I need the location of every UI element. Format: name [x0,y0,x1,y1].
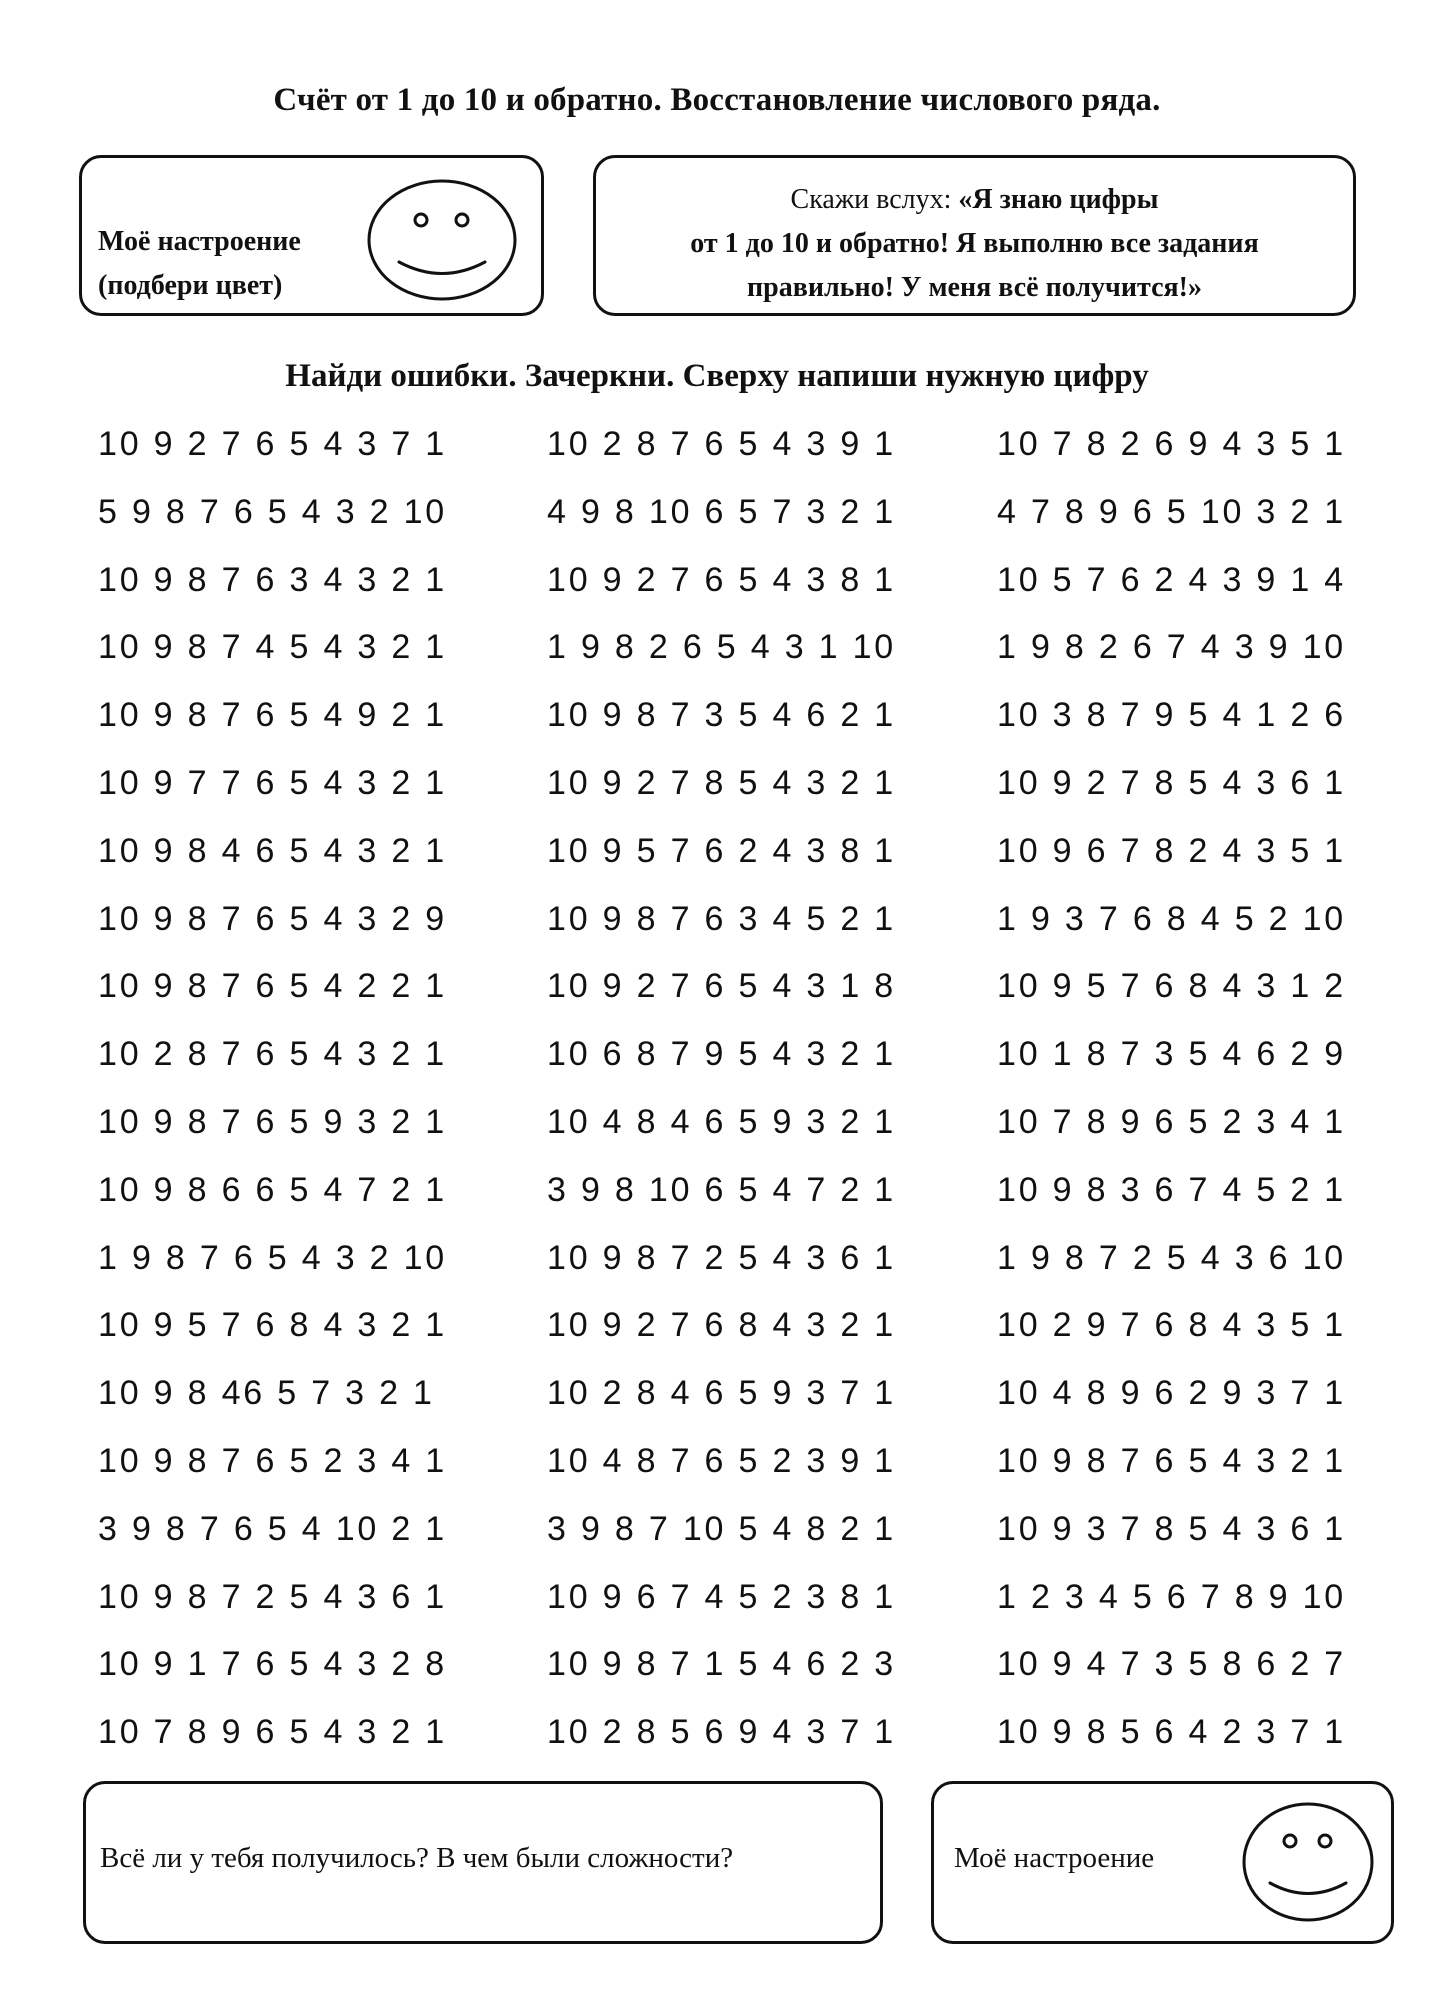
affirmation-prefix: Скажи вслух: [790,184,959,215]
reflection-box [83,1781,883,1944]
number-row: 1 9 8 2 6 5 4 3 1 10 [547,628,897,667]
number-row: 10 9 8 7 6 5 9 3 2 1 [98,1102,448,1141]
number-row: 10 7 8 9 6 5 4 3 2 1 [98,1713,448,1752]
number-row: 3 9 8 10 6 5 4 7 2 1 [547,1170,897,1209]
number-row: 10 9 2 7 6 5 4 3 8 1 [547,560,897,599]
number-row: 10 9 8 7 6 5 4 3 2 1 [997,1441,1347,1480]
page-title: Счёт от 1 до 10 и обратно. Восстановление числового ряда. [273,82,1161,118]
smiley-face-icon[interactable] [365,177,519,303]
number-row: 10 9 1 7 6 5 4 3 2 8 [98,1645,448,1684]
number-row: 4 9 8 10 6 5 7 3 2 1 [547,492,897,531]
number-row: 10 9 8 7 2 5 4 3 6 1 [98,1577,448,1616]
number-row: 3 9 8 7 6 5 4 10 2 1 [98,1509,448,1548]
reflection-question: Всё ли у тебя получилось? В чем были сложности? [100,1842,734,1874]
affirmation-box [593,155,1356,316]
mood-box-bottom [931,1781,1394,1944]
number-row: 10 9 2 7 6 8 4 3 2 1 [547,1306,897,1345]
number-row: 10 9 2 7 6 5 4 3 7 1 [98,425,448,463]
number-row: 1 9 8 7 6 5 4 3 2 10 [98,1238,448,1277]
mood-box-top [79,155,544,316]
number-row: 10 9 8 3 6 7 4 5 2 1 [997,1170,1347,1209]
number-row: 10 9 8 7 4 5 4 3 2 1 [98,628,448,667]
number-row: 10 2 8 7 6 5 4 3 2 1 [98,1035,448,1074]
number-row: 1 9 3 7 6 8 4 5 2 10 [997,899,1347,938]
number-row: 10 9 8 7 6 3 4 3 2 1 [98,560,448,599]
number-row: 10 9 8 7 6 3 4 5 2 1 [547,899,897,938]
number-row: 10 9 2 7 8 5 4 3 6 1 [997,763,1347,802]
number-row: 10 9 8 7 2 5 4 3 6 1 [547,1238,897,1277]
number-row: 10 9 8 7 6 5 4 3 2 9 [98,899,448,938]
number-column-2 [547,418,967,1774]
number-row: 10 9 5 7 6 2 4 3 8 1 [547,831,897,870]
number-row: 1 9 8 2 6 7 4 3 9 10 [997,628,1347,667]
number-row: 10 7 8 2 6 9 4 3 5 1 [997,425,1347,463]
number-column-3 [997,418,1417,1774]
number-row: 10 2 8 5 6 9 4 3 7 1 [547,1713,897,1752]
number-row: 10 4 8 9 6 2 9 3 7 1 [997,1374,1347,1413]
mood-label-bottom: Моё настроение [954,1842,1155,1874]
number-row: 10 7 8 9 6 5 2 3 4 1 [997,1102,1347,1141]
number-row: 10 6 8 7 9 5 4 3 2 1 [547,1035,897,1074]
number-row: 1 2 3 4 5 6 7 8 9 10 [997,1577,1347,1616]
number-row: 10 9 8 7 6 5 4 9 2 1 [98,696,448,735]
number-row: 10 9 6 7 8 2 4 3 5 1 [997,831,1347,870]
number-row: 10 9 7 7 6 5 4 3 2 1 [98,763,448,802]
number-row: 10 9 8 46 5 7 3 2 1 [98,1374,435,1413]
number-row: 10 2 8 4 6 5 9 3 7 1 [547,1374,897,1413]
affirmation-line3: правильно! У меня всё получится!» [747,272,1202,303]
number-row: 10 2 9 7 6 8 4 3 5 1 [997,1306,1347,1345]
number-row: 10 9 8 7 3 5 4 6 2 1 [547,696,897,735]
number-row: 10 4 8 7 6 5 2 3 9 1 [547,1441,897,1480]
number-row: 10 1 8 7 3 5 4 6 2 9 [997,1035,1347,1074]
number-row: 10 9 8 4 6 5 4 3 2 1 [98,831,448,870]
number-row: 10 9 8 7 1 5 4 6 2 3 [547,1645,897,1684]
task-instruction: Найди ошибки. Зачеркни. Сверху напиши нужную цифру [285,358,1149,394]
affirmation-line1: «Я знаю цифры [958,184,1159,215]
number-row: 10 9 6 7 4 5 2 3 8 1 [547,1577,897,1616]
affirmation-line2: от 1 до 10 и обратно! Я выполню все задания [690,228,1259,259]
number-row: 10 9 5 7 6 8 4 3 1 2 [997,967,1347,1006]
number-rows-area [0,418,1434,1758]
number-row: 5 9 8 7 6 5 4 3 2 10 [98,492,448,531]
number-row: 10 9 4 7 3 5 8 6 2 7 [997,1645,1347,1684]
number-row: 10 3 8 7 9 5 4 1 2 6 [997,696,1347,735]
number-row: 3 9 8 7 10 5 4 8 2 1 [547,1509,897,1548]
number-row: 10 9 5 7 6 8 4 3 2 1 [98,1306,448,1345]
number-row: 10 9 8 7 6 5 2 3 4 1 [98,1441,448,1480]
number-row: 4 7 8 9 6 5 10 3 2 1 [997,492,1347,531]
mood-label-line2: (подбери цвет) [98,270,283,301]
number-row: 10 4 8 4 6 5 9 3 2 1 [547,1102,897,1141]
number-row: 10 2 8 7 6 5 4 3 9 1 [547,425,897,463]
mood-label-line1: Моё настроение [98,226,301,257]
number-row: 10 9 2 7 6 5 4 3 1 8 [547,967,897,1006]
number-row: 1 9 8 7 2 5 4 3 6 10 [997,1238,1347,1277]
number-row: 10 9 8 5 6 4 2 3 7 1 [997,1713,1347,1752]
number-row: 10 9 8 6 6 5 4 7 2 1 [98,1170,448,1209]
affirmation-text [596,178,1353,310]
number-column-1 [98,418,518,1774]
number-row: 10 5 7 6 2 4 3 9 1 4 [997,560,1347,599]
number-row: 10 9 2 7 8 5 4 3 2 1 [547,763,897,802]
number-row: 10 9 3 7 8 5 4 3 6 1 [997,1509,1347,1548]
smiley-face-icon[interactable] [1240,1800,1376,1924]
number-row: 10 9 8 7 6 5 4 2 2 1 [98,967,448,1006]
mood-label-top [98,220,301,308]
